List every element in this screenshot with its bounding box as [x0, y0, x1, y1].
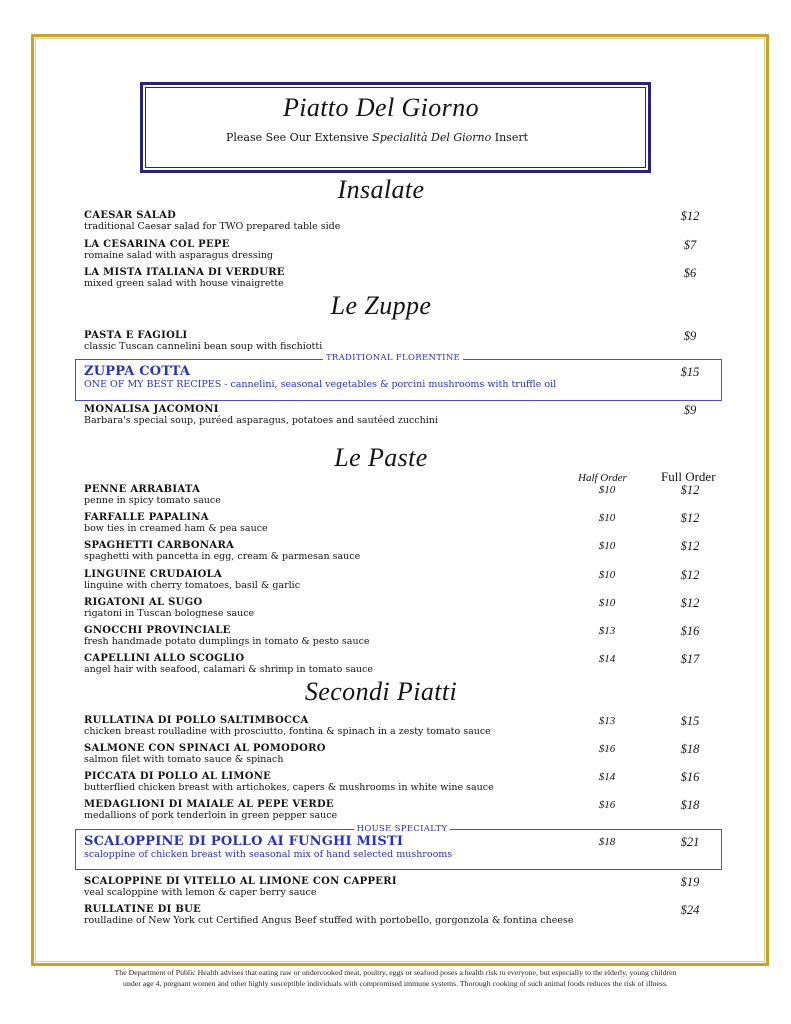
menu-item	[84, 485, 704, 507]
item-description: angel hair with seafood, calamari & shrimp in tomato sauce	[84, 664, 373, 675]
health-advisory-line-2: under age 4, pregnant women and other highly susceptible individuals with compromised immune systems. Thorough cooking of such animal foods reduces the risk of illness.	[123, 979, 668, 988]
item-price: $19	[680, 875, 700, 889]
item-price: $9	[683, 329, 697, 343]
item-description: veal scaloppine with lemon & caper berry sauce	[84, 887, 317, 898]
item-description: butterflied chicken breast with artichokes, capers & mushrooms in white wine sauce	[84, 782, 494, 793]
full-order-price: $15	[680, 714, 700, 728]
half-order-price: $16	[598, 799, 616, 811]
half-order-price: $10	[598, 484, 616, 496]
half-order-price: $10	[598, 540, 616, 552]
item-name: LA CESARINA COL PEPE	[84, 239, 230, 250]
full-order-column-label: Full Order	[661, 469, 716, 484]
menu-item	[84, 405, 704, 427]
half-order-price: $13	[598, 715, 616, 727]
item-price: $6	[683, 266, 697, 280]
featured-tag-label: TRADITIONAL FLORENTINE	[323, 353, 463, 363]
half-order-price: $10	[598, 569, 616, 581]
item-description: fresh handmade potato dumplings in tomato & pesto sauce	[84, 636, 370, 647]
menu-item	[84, 744, 704, 766]
menu-item	[84, 268, 704, 290]
item-description: spaghetti with pancetta in egg, cream & parmesan sauce	[84, 551, 361, 562]
menu-item	[84, 626, 704, 648]
item-description: roulladine of New York cut Certified Angus Beef stuffed with portobello, gorgonzola & fontina cheese	[84, 915, 574, 926]
full-order-price: $16	[680, 770, 700, 784]
half-order-price: $13	[598, 625, 616, 637]
item-description: bow ties in creamed ham & pea sauce	[84, 523, 268, 534]
half-order-price: $10	[598, 597, 616, 609]
menu-item	[84, 211, 704, 233]
half-order-price: $10	[598, 512, 616, 524]
featured-tag-label: HOUSE SPECIALTY	[354, 824, 451, 834]
section-heading-secondi: Secondi Piatti	[304, 677, 458, 706]
full-order-price: $17	[680, 652, 700, 666]
full-order-price: $16	[680, 624, 700, 638]
item-name: CAESAR SALAD	[84, 210, 177, 221]
item-description: chicken breast roulladine with prosciutto, fontina & spinach in a zesty tomato sauce	[84, 726, 491, 737]
item-name: CAPELLINI ALLO SCOGLIO	[84, 653, 245, 664]
item-name: RULLATINE DI BUE	[84, 904, 202, 915]
section-heading-zuppe: Le Zuppe	[330, 291, 432, 320]
half-order-price: $18	[598, 836, 616, 848]
featured-item-description: ONE OF MY BEST RECIPES - cannelini, seasonal vegetables & porcini mushrooms with truffle oil	[84, 379, 557, 390]
daily-special-note-after: Insert	[494, 131, 529, 144]
item-name: RIGATONI AL SUGO	[84, 597, 203, 608]
featured-item-name: ZUPPA COTTA	[84, 364, 191, 379]
daily-special-note	[127, 131, 627, 145]
menu-item	[84, 570, 704, 592]
item-price: $7	[683, 238, 697, 252]
item-name: PICCATA DI POLLO AL LIMONE	[84, 771, 272, 782]
menu-item	[84, 240, 704, 262]
item-name: SALMONE CON SPINACI AL POMODORO	[84, 743, 326, 754]
menu-item	[84, 772, 704, 794]
menu-item	[84, 905, 704, 927]
item-name: FARFALLE PAPALINA	[84, 512, 209, 523]
featured-tag	[322, 824, 482, 834]
item-name: MEDAGLIONI DI MAIALE AL PEPE VERDE	[84, 799, 334, 810]
full-order-price: $21	[680, 835, 700, 849]
item-description: salmon filet with tomato sauce & spinach	[84, 754, 284, 765]
menu-item	[84, 541, 704, 563]
item-name: PASTA E FAGIOLI	[84, 330, 188, 341]
full-order-price: $12	[680, 483, 700, 497]
featured-menu-item	[84, 834, 704, 860]
item-name: MONALISA JACOMONI	[84, 404, 219, 415]
item-name: PENNE ARRABIATA	[84, 484, 201, 495]
item-description: traditional Caesar salad for TWO prepared table side	[84, 221, 341, 232]
menu-item	[84, 877, 704, 899]
featured-tag	[313, 353, 473, 363]
item-price: $24	[680, 903, 700, 917]
item-description: classic Tuscan cannelini bean soup with fischiotti	[84, 341, 323, 352]
item-description: penne in spicy tomato sauce	[84, 495, 221, 506]
half-order-price: $14	[598, 771, 616, 783]
daily-special-note-italic: Specialità Del Giorno	[372, 131, 492, 144]
daily-special-title: Piatto Del Giorno	[282, 93, 479, 122]
half-order-price: $16	[598, 743, 616, 755]
item-name: RULLATINA DI POLLO SALTIMBOCCA	[84, 715, 309, 726]
daily-special-note-before: Please See Our Extensive	[225, 131, 369, 144]
item-description: rigatoni in Tuscan bolognese sauce	[84, 608, 255, 619]
full-order-price: $12	[680, 596, 700, 610]
full-order-price: $12	[680, 568, 700, 582]
menu-item	[84, 716, 704, 738]
menu-item	[84, 654, 704, 676]
item-description: medallions of pork tenderloin in green pepper sauce	[84, 810, 338, 821]
item-name: SPAGHETTI CARBONARA	[84, 540, 235, 551]
item-description: romaine salad with asparagus dressing	[84, 250, 274, 261]
item-price: $12	[680, 209, 700, 223]
half-order-column-label: Half Order	[578, 472, 627, 484]
full-order-price: $12	[680, 511, 700, 525]
health-advisory-line-1: The Department of Public Health advises that eating raw or undercooked meat, poultry, eggs or seafood poses a health risk to everyone, but especially to the elderly, young children	[114, 968, 677, 977]
item-name: LINGUINE CRUDAIOLA	[84, 569, 223, 580]
section-heading-insalate: Insalate	[337, 175, 425, 204]
menu-item	[84, 513, 704, 535]
featured-item-name: SCALOPPINE DI POLLO AI FUNGHI MISTI	[84, 834, 404, 849]
featured-menu-item	[84, 364, 704, 390]
item-name: SCALOPPINE DI VITELLO AL LIMONE CON CAPPERI	[84, 876, 397, 887]
menu-item	[84, 800, 704, 822]
item-price: $9	[683, 403, 697, 417]
item-price: $15	[680, 365, 700, 379]
menu-item	[84, 598, 704, 620]
item-name: LA MISTA ITALIANA DI VERDURE	[84, 267, 285, 278]
item-name: GNOCCHI PROVINCIALE	[84, 625, 231, 636]
featured-item-description: scaloppine of chicken breast with seasonal mix of hand selected mushrooms	[84, 849, 453, 860]
item-description: mixed green salad with house vinaigrette	[84, 278, 284, 289]
menu-item	[84, 331, 704, 353]
item-description: Barbara's special soup, puréed asparagus, potatoes and sautéed zucchini	[84, 415, 438, 426]
full-order-price: $18	[680, 798, 700, 812]
section-heading-paste: Le Paste	[334, 443, 428, 472]
item-description: linguine with cherry tomatoes, basil & garlic	[84, 580, 301, 591]
full-order-price: $12	[680, 539, 700, 553]
full-order-price: $18	[680, 742, 700, 756]
half-order-price: $14	[598, 653, 616, 665]
